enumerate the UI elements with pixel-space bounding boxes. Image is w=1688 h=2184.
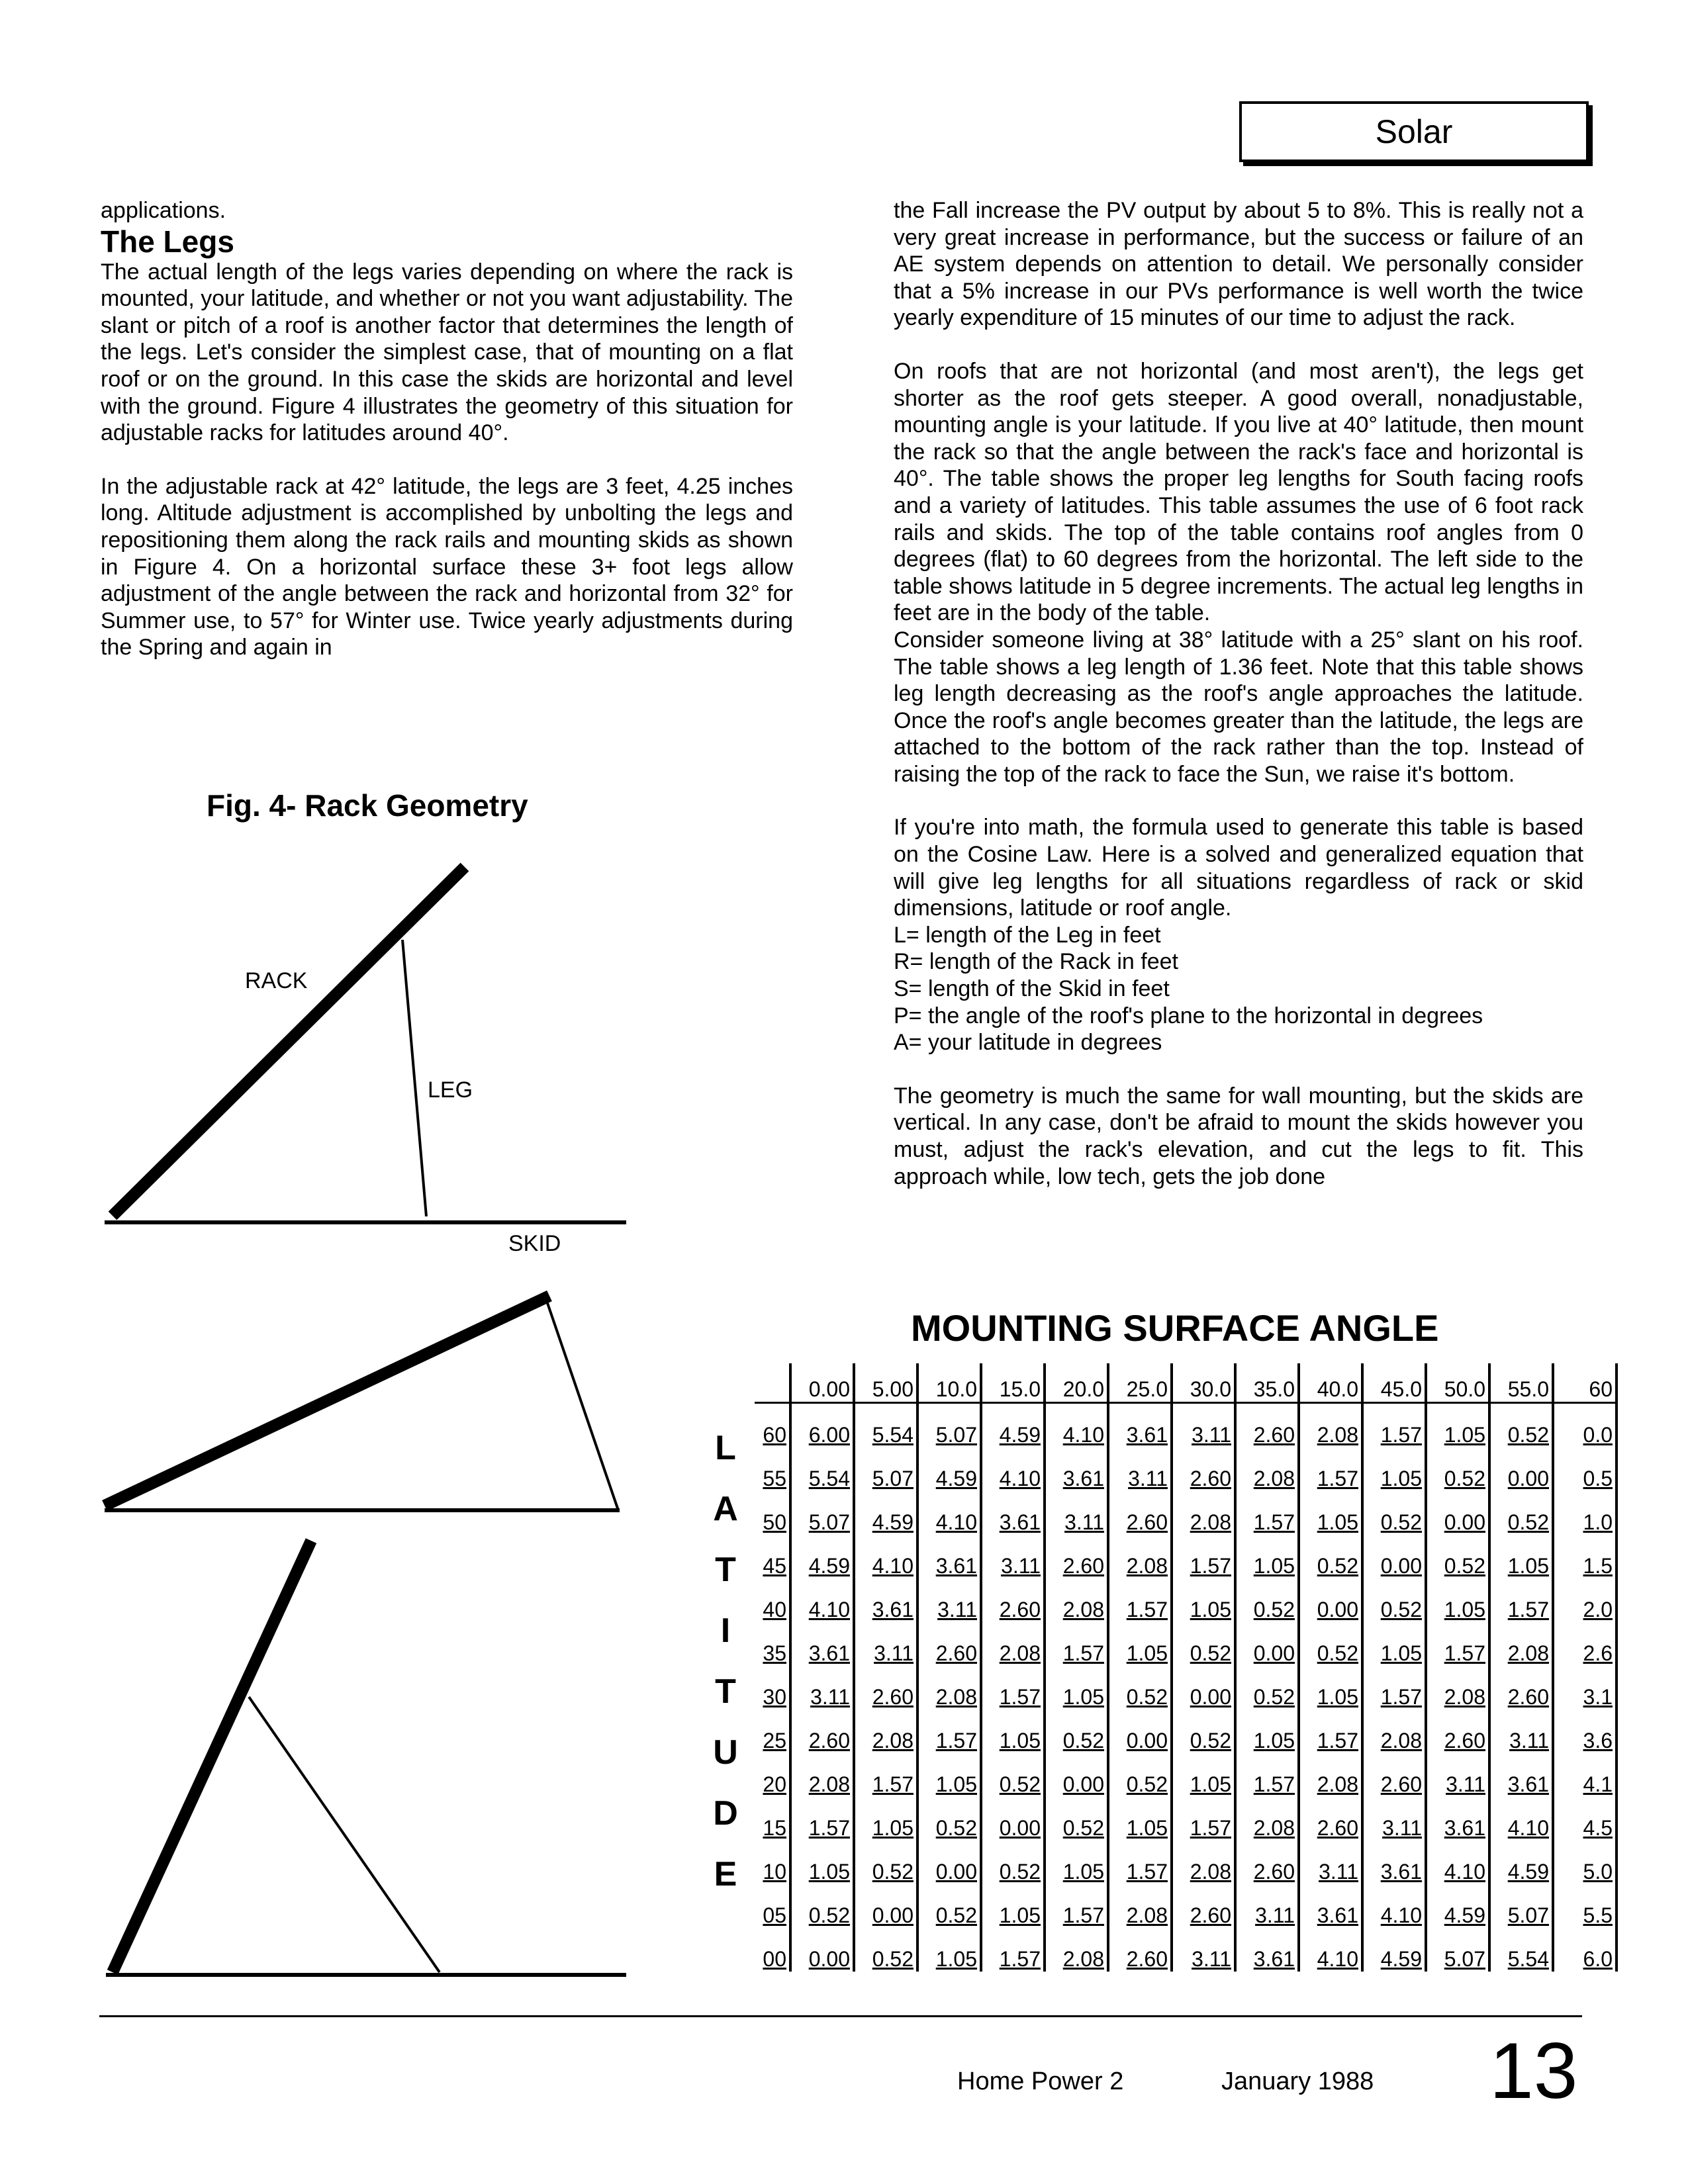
leg-length-cell: 0.52 — [1045, 1709, 1108, 1753]
leg-length-cell: 2.08 — [790, 1753, 854, 1797]
leg-length-cell: 4.10 — [1299, 1928, 1362, 1972]
leg-length-cell: 1.05 — [1108, 1797, 1172, 1841]
leg-length-cell: 3.61 — [917, 1535, 981, 1578]
leg-length-cell: 3.61 — [1426, 1797, 1489, 1841]
table-header-row — [755, 1363, 1617, 1403]
leg-length-cell: 1.57 — [981, 1928, 1045, 1972]
table-row — [755, 1535, 1617, 1578]
leg-length-cell: 4.10 — [981, 1447, 1045, 1491]
page-number: 13 — [1489, 2026, 1578, 2115]
leg-length-cell: 0.52 — [1362, 1491, 1426, 1535]
leg-length-cell: 2.08 — [1235, 1447, 1299, 1491]
lead-text: applications. — [101, 198, 226, 223]
left-paragraph-1: The actual length of the legs varies depending on where the rack is mounted, your latitude, and whether or not you want adjustability. The slant or pitch of a roof is another factor that determines the length of the legs. Let's consider the simplest case, that of mounting on a flat roof or on the ground. In this case the skids are horizontal and level with the ground. Figure 4 illustrates the geometry of this situation for adjustable racks for latitudes around 40°. — [101, 259, 793, 446]
leg-length-cell: 3.11 — [790, 1666, 854, 1709]
table-title: MOUNTING SURFACE ANGLE — [911, 1307, 1439, 1349]
leg-length-cell: 0.00 — [1299, 1578, 1362, 1622]
section-label: Solar — [1375, 113, 1453, 150]
leg-length-cell: 2.60 — [917, 1622, 981, 1666]
leg-length-cell: 0.00 — [790, 1928, 854, 1972]
leg-length-cell: 2.08 — [1172, 1491, 1235, 1535]
leg-length-cell: 0.52 — [1235, 1666, 1299, 1709]
leg-length-cell: 2.08 — [1299, 1753, 1362, 1797]
leg-length-cell: 1.57 — [1362, 1403, 1426, 1448]
leg-length-cell: 4.59 — [1489, 1841, 1553, 1884]
leg-length-cell: 2.08 — [981, 1622, 1045, 1666]
leg-length-cell: 2.08 — [1108, 1535, 1172, 1578]
leg-length-cell: 1.57 — [1108, 1578, 1172, 1622]
leg-length-cell: 0.00 — [1108, 1709, 1172, 1753]
leg-length-cell: 1.05 — [917, 1928, 981, 1972]
leg-length-cell: 3.11 — [1235, 1884, 1299, 1928]
section-label-box — [1239, 101, 1589, 162]
leg-length-cell: 3.11 — [1426, 1753, 1489, 1797]
leg-length-cell: 4.10 — [917, 1491, 981, 1535]
leg-length-cell: 0.52 — [1172, 1622, 1235, 1666]
leg-length-cell: 0.52 — [1362, 1578, 1426, 1622]
leg-length-cell: 2.08 — [1362, 1709, 1426, 1753]
leg-length-cell: 3.11 — [1108, 1447, 1172, 1491]
leg-length-cell: 1.57 — [1108, 1841, 1172, 1884]
leg-length-cell: 0.5 — [1553, 1447, 1617, 1491]
leg-length-cell: 1.05 — [1362, 1622, 1426, 1666]
table-row — [755, 1797, 1617, 1841]
leg-length-cell: 0.52 — [1235, 1578, 1299, 1622]
leg-length-cell: 1.57 — [854, 1753, 917, 1797]
leg-length-cell: 0.52 — [917, 1797, 981, 1841]
latitude-cell: 45 — [755, 1535, 790, 1578]
right-paragraph-4: If you're into math, the formula used to generate this table is based on the Cosine Law. Here is a solved and generalized equation that will give leg lengths for all situations regardless of rack or skid dimensions, latitude or roof angle. — [894, 815, 1583, 921]
leg-length-cell: 3.61 — [1108, 1403, 1172, 1448]
leg-length-cell: 4.59 — [917, 1447, 981, 1491]
leg-length-cell: 2.6 — [1553, 1622, 1617, 1666]
leg-line — [402, 940, 426, 1216]
leg-length-cell: 1.57 — [917, 1709, 981, 1753]
leg-length-cell: 0.00 — [1362, 1535, 1426, 1578]
leg-length-cell: 5.07 — [1426, 1928, 1489, 1972]
leg-length-cell: 4.10 — [1045, 1403, 1108, 1448]
leg-length-cell: 0.52 — [917, 1884, 981, 1928]
latitude-letter: T — [715, 1551, 736, 1589]
leg-length-cell: 0.00 — [1045, 1753, 1108, 1797]
latitude-letter: D — [713, 1794, 738, 1833]
leg-length-cell: 5.5 — [1553, 1884, 1617, 1928]
leg-length-cell: 4.10 — [1362, 1884, 1426, 1928]
leg-length-cell: 0.0 — [1553, 1403, 1617, 1448]
leg-length-cell: 1.57 — [1299, 1447, 1362, 1491]
leg-length-cell: 2.08 — [854, 1709, 917, 1753]
leg-length-cell: 3.11 — [1362, 1797, 1426, 1841]
latitude-letter: T — [715, 1672, 736, 1711]
leg-length-cell: 1.05 — [1172, 1578, 1235, 1622]
leg-length-cell: 1.05 — [1489, 1535, 1553, 1578]
table-row — [755, 1578, 1617, 1622]
leg-length-cell: 6.00 — [790, 1403, 854, 1448]
leg-length-cell: 0.52 — [1299, 1535, 1362, 1578]
column-header-cell: 15.0 — [981, 1363, 1045, 1403]
leg-length-cell: 3.61 — [790, 1622, 854, 1666]
latitude-cell: 35 — [755, 1622, 790, 1666]
table-row — [755, 1753, 1617, 1797]
leg-length-cell: 3.61 — [1489, 1753, 1553, 1797]
leg-length-cell: 2.60 — [1172, 1884, 1235, 1928]
definition-latitude: A= your latitude in degrees — [894, 1030, 1162, 1056]
rack-line — [113, 1541, 311, 1972]
leg-length-cell: 2.60 — [1108, 1491, 1172, 1535]
leg-length-cell: 0.00 — [1235, 1622, 1299, 1666]
leg-length-cell: 2.08 — [1108, 1884, 1172, 1928]
footer-date: January 1988 — [1221, 2068, 1374, 2095]
right-paragraph-5: The geometry is much the same for wall mounting, but the skids are vertical. In any case, don't be afraid to mount the skids however you must, adjust the rack's elevation, and cut the legs to fit. This approach while, low tech, gets the job done — [894, 1083, 1583, 1189]
table-row — [755, 1709, 1617, 1753]
table-row — [755, 1622, 1617, 1666]
right-paragraph-2: On roofs that are not horizontal (and most aren't), the legs get shorter as the roof gets steeper. A good overall, nonadjustable, mounting angle is your latitude. If you live at 40° latitude, then mount the rack so that the angle between the rack's face and horizontal is 40°. The table shows the proper leg lengths for South facing roofs and a variety of latitudes. This table assumes the use of 6 foot rack rails and skids. The top of the table contains roof angles from 0 degrees (flat) to 60 degrees from the horizontal. The left side to the table shows latitude in 5 degree increments. The actual leg lengths in feet are in the body of the table. — [894, 358, 1583, 626]
leg-length-cell: 3.61 — [854, 1578, 917, 1622]
leg-length-cell: 0.00 — [1489, 1447, 1553, 1491]
leg-length-cell: 0.52 — [854, 1841, 917, 1884]
leg-length-cell: 1.05 — [981, 1884, 1045, 1928]
column-header-cell: 20.0 — [1045, 1363, 1108, 1403]
latitude-letter: U — [713, 1733, 738, 1772]
leg-length-cell: 2.60 — [1235, 1841, 1299, 1884]
leg-length-cell: 4.59 — [1362, 1928, 1426, 1972]
rack-label: RACK — [245, 968, 308, 993]
leg-length-cell: 2.08 — [917, 1666, 981, 1709]
leg-length-cell: 2.60 — [1489, 1666, 1553, 1709]
leg-length-cell: 1.57 — [1362, 1666, 1426, 1709]
leg-length-cell: 1.57 — [1489, 1578, 1553, 1622]
footer-rule — [99, 2015, 1582, 2017]
leg-length-cell: 3.61 — [981, 1491, 1045, 1535]
leg-length-cell: 2.08 — [1045, 1578, 1108, 1622]
leg-length-cell: 3.11 — [1045, 1491, 1108, 1535]
table-row — [755, 1666, 1617, 1709]
leg-length-cell: 1.05 — [1108, 1622, 1172, 1666]
leg-length-cell: 5.54 — [790, 1447, 854, 1491]
leg-length-cell: 2.60 — [981, 1578, 1045, 1622]
leg-length-cell: 2.60 — [790, 1709, 854, 1753]
latitude-cell: 15 — [755, 1797, 790, 1841]
leg-length-cell: 5.0 — [1553, 1841, 1617, 1884]
leg-length-cell: 1.57 — [1426, 1622, 1489, 1666]
leg-length-cell: 1.05 — [1172, 1753, 1235, 1797]
diagram-shallow — [105, 1296, 620, 1510]
column-header-cell: 35.0 — [1235, 1363, 1299, 1403]
latitude-cell: 40 — [755, 1578, 790, 1622]
leg-length-cell: 4.1 — [1553, 1753, 1617, 1797]
leg-length-cell: 2.0 — [1553, 1578, 1617, 1622]
leg-length-cell: 2.60 — [1045, 1535, 1108, 1578]
leg-length-cell: 0.52 — [1045, 1797, 1108, 1841]
latitude-letter: I — [720, 1612, 731, 1650]
leg-line — [547, 1301, 618, 1510]
leg-length-cell: 4.5 — [1553, 1797, 1617, 1841]
column-header-cell: 10.0 — [917, 1363, 981, 1403]
definition-roof-angle: P= the angle of the roof's plane to the horizontal in degrees — [894, 1003, 1483, 1028]
table-row — [755, 1841, 1617, 1884]
rack-line — [105, 1296, 549, 1506]
leg-length-cell: 2.60 — [1426, 1709, 1489, 1753]
column-header-cell: 55.0 — [1489, 1363, 1553, 1403]
right-paragraph-3: Consider someone living at 38° latitude with a 25° slant on his roof. The table shows a leg length of 1.36 feet. Note that this table shows leg length decreasing as the roof's angle approaches the latitude. Once the roof's angle becomes greater than the latitude, the legs are attached to the bottom of the rack rather than the top. Instead of raising the top of the rack to face the Sun, we raise it's bottom. — [894, 627, 1583, 787]
leg-length-table — [755, 1363, 1618, 1972]
leg-length-cell: 0.52 — [1299, 1622, 1362, 1666]
definition-rack: R= length of the Rack in feet — [894, 949, 1178, 975]
leg-length-cell: 0.00 — [1172, 1666, 1235, 1709]
latitude-cell: 10 — [755, 1841, 790, 1884]
leg-length-cell: 0.00 — [917, 1841, 981, 1884]
leg-length-cell: 1.05 — [917, 1753, 981, 1797]
leg-length-cell: 3.11 — [1172, 1403, 1235, 1448]
right-column — [894, 197, 1583, 1190]
leg-length-cell: 5.54 — [1489, 1928, 1553, 1972]
leg-length-cell: 2.08 — [1489, 1622, 1553, 1666]
column-header-cell: 30.0 — [1172, 1363, 1235, 1403]
leg-length-cell: 3.61 — [1362, 1841, 1426, 1884]
leg-length-cell: 0.52 — [1489, 1403, 1553, 1448]
column-header-cell: 60 — [1553, 1363, 1617, 1403]
leg-length-cell: 1.05 — [1045, 1841, 1108, 1884]
latitude-cell: 25 — [755, 1709, 790, 1753]
leg-length-cell: 1.05 — [1299, 1666, 1362, 1709]
leg-length-cell: 3.11 — [1172, 1928, 1235, 1972]
right-paragraph-1: the Fall increase the PV output by about 5 to 8%. This is really not a very great increase in performance, but the success or failure of an AE system depends on attention to detail. We personally consider that a 5% increase in our PVs performance is well worth the twice yearly expenditure of 15 minutes of our time to adjust the rack. — [894, 198, 1583, 331]
left-paragraph-2: In the adjustable rack at 42° latitude, the legs are 3 feet, 4.25 inches long. Altitude adjustment is accomplished by unbolting the legs and repositioning them along the rack rails and mounting skids as shown in Figure 4. On a horizontal surface these 3+ foot legs allow adjustment of the angle between the rack and horizontal from 32° for Summer use, to 57° for Winter use. Twice yearly adjustments during the Spring and again in — [101, 473, 793, 660]
leg-length-cell: 2.08 — [1235, 1797, 1299, 1841]
latitude-cell: 60 — [755, 1403, 790, 1448]
leg-length-cell: 3.11 — [854, 1622, 917, 1666]
column-header-cell: 45.0 — [1362, 1363, 1426, 1403]
latitude-cell: 05 — [755, 1884, 790, 1928]
rack-geometry-figure — [0, 0, 728, 1985]
leg-length-cell: 0.00 — [981, 1797, 1045, 1841]
leg-length-cell: 0.52 — [1426, 1535, 1489, 1578]
column-header-cell: 40.0 — [1299, 1363, 1362, 1403]
leg-length-cell: 4.59 — [1426, 1884, 1489, 1928]
leg-length-cell: 1.57 — [1299, 1709, 1362, 1753]
figure-title: Fig. 4- Rack Geometry — [207, 788, 528, 823]
leg-length-cell: 1.57 — [790, 1797, 854, 1841]
leg-length-cell: 0.52 — [1108, 1666, 1172, 1709]
table-row — [755, 1403, 1617, 1448]
leg-length-cell: 2.60 — [1235, 1403, 1299, 1448]
section-heading: The Legs — [101, 224, 234, 259]
leg-length-cell: 5.07 — [854, 1447, 917, 1491]
leg-length-cell: 4.10 — [854, 1535, 917, 1578]
leg-length-cell: 2.60 — [1172, 1447, 1235, 1491]
leg-length-cell: 2.08 — [1172, 1841, 1235, 1884]
latitude-letter: L — [715, 1429, 736, 1467]
leg-length-cell: 3.11 — [1489, 1709, 1553, 1753]
leg-length-cell: 1.05 — [981, 1709, 1045, 1753]
leg-length-cell: 6.0 — [1553, 1928, 1617, 1972]
leg-length-cell: 0.00 — [854, 1884, 917, 1928]
leg-length-cell: 1.57 — [1235, 1753, 1299, 1797]
leg-length-cell: 1.57 — [1235, 1491, 1299, 1535]
leg-length-cell: 4.10 — [790, 1578, 854, 1622]
leg-length-cell: 0.52 — [1426, 1447, 1489, 1491]
diagram-steep — [106, 1541, 626, 1975]
leg-length-cell: 3.6 — [1553, 1709, 1617, 1753]
leg-length-cell: 3.1 — [1553, 1666, 1617, 1709]
leg-length-cell: 3.61 — [1045, 1447, 1108, 1491]
leg-length-cell: 0.00 — [1426, 1491, 1489, 1535]
leg-length-cell: 1.05 — [1426, 1403, 1489, 1448]
leg-length-cell: 1.57 — [1172, 1797, 1235, 1841]
leg-length-cell: 4.59 — [790, 1535, 854, 1578]
leg-length-cell: 2.60 — [1299, 1797, 1362, 1841]
leg-length-cell: 2.08 — [1299, 1403, 1362, 1448]
leg-length-cell: 1.0 — [1553, 1491, 1617, 1535]
leg-length-cell: 5.07 — [1489, 1884, 1553, 1928]
leg-length-cell: 0.52 — [1489, 1491, 1553, 1535]
table-corner-cell — [755, 1363, 790, 1403]
leg-length-cell: 1.05 — [1235, 1709, 1299, 1753]
latitude-cell: 50 — [755, 1491, 790, 1535]
footer-magazine: Home Power 2 — [957, 2068, 1124, 2095]
latitude-side-label — [706, 1428, 745, 1915]
leg-length-cell: 5.07 — [790, 1491, 854, 1535]
column-header-cell: 50.0 — [1426, 1363, 1489, 1403]
leg-length-cell: 2.60 — [1108, 1928, 1172, 1972]
leg-length-cell: 1.05 — [1362, 1447, 1426, 1491]
leg-label: LEG — [428, 1077, 473, 1103]
leg-length-cell: 0.52 — [1172, 1709, 1235, 1753]
table-row — [755, 1447, 1617, 1491]
leg-length-cell: 0.52 — [1108, 1753, 1172, 1797]
diagram-standard — [105, 867, 626, 1222]
leg-line — [249, 1697, 440, 1972]
leg-length-cell: 5.54 — [854, 1403, 917, 1448]
leg-length-cell: 3.11 — [1299, 1841, 1362, 1884]
leg-length-cell: 4.10 — [1489, 1797, 1553, 1841]
latitude-cell: 30 — [755, 1666, 790, 1709]
table-row — [755, 1491, 1617, 1535]
leg-length-cell: 3.11 — [981, 1535, 1045, 1578]
leg-length-cell: 2.08 — [1045, 1928, 1108, 1972]
definition-skid: S= length of the Skid in feet — [894, 976, 1170, 1002]
table-row — [755, 1928, 1617, 1972]
latitude-cell: 20 — [755, 1753, 790, 1797]
leg-length-cell: 1.57 — [1045, 1622, 1108, 1666]
column-header-cell: 5.00 — [854, 1363, 917, 1403]
skid-label: SKID — [508, 1231, 561, 1256]
column-header-cell: 25.0 — [1108, 1363, 1172, 1403]
leg-length-cell: 1.05 — [1426, 1578, 1489, 1622]
leg-length-cell: 3.61 — [1235, 1928, 1299, 1972]
leg-length-cell: 4.59 — [981, 1403, 1045, 1448]
leg-length-cell: 1.57 — [1045, 1884, 1108, 1928]
leg-length-cell: 1.57 — [981, 1666, 1045, 1709]
leg-length-cell: 3.61 — [1299, 1884, 1362, 1928]
leg-length-cell: 1.05 — [1299, 1491, 1362, 1535]
leg-length-cell: 4.10 — [1426, 1841, 1489, 1884]
leg-length-cell: 1.57 — [1172, 1535, 1235, 1578]
table-row — [755, 1884, 1617, 1928]
leg-length-cell: 2.60 — [854, 1666, 917, 1709]
leg-length-cell: 5.07 — [917, 1403, 981, 1448]
definition-leg: L= length of the Leg in feet — [894, 922, 1161, 948]
latitude-cell: 00 — [755, 1928, 790, 1972]
latitude-letter: E — [714, 1855, 737, 1893]
latitude-letter: A — [713, 1490, 738, 1528]
leg-length-cell: 3.11 — [917, 1578, 981, 1622]
latitude-cell: 55 — [755, 1447, 790, 1491]
leg-length-cell: 4.59 — [854, 1491, 917, 1535]
leg-length-cell: 0.52 — [981, 1841, 1045, 1884]
leg-length-cell: 2.60 — [1362, 1753, 1426, 1797]
leg-length-cell: 1.05 — [1235, 1535, 1299, 1578]
leg-length-cell: 0.52 — [790, 1884, 854, 1928]
leg-length-cell: 1.05 — [854, 1797, 917, 1841]
leg-length-cell: 1.5 — [1553, 1535, 1617, 1578]
column-header-cell: 0.00 — [790, 1363, 854, 1403]
leg-length-cell: 0.52 — [854, 1928, 917, 1972]
leg-length-cell: 2.08 — [1426, 1666, 1489, 1709]
leg-length-cell: 0.52 — [981, 1753, 1045, 1797]
leg-length-cell: 1.05 — [1045, 1666, 1108, 1709]
leg-length-cell: 1.05 — [790, 1841, 854, 1884]
